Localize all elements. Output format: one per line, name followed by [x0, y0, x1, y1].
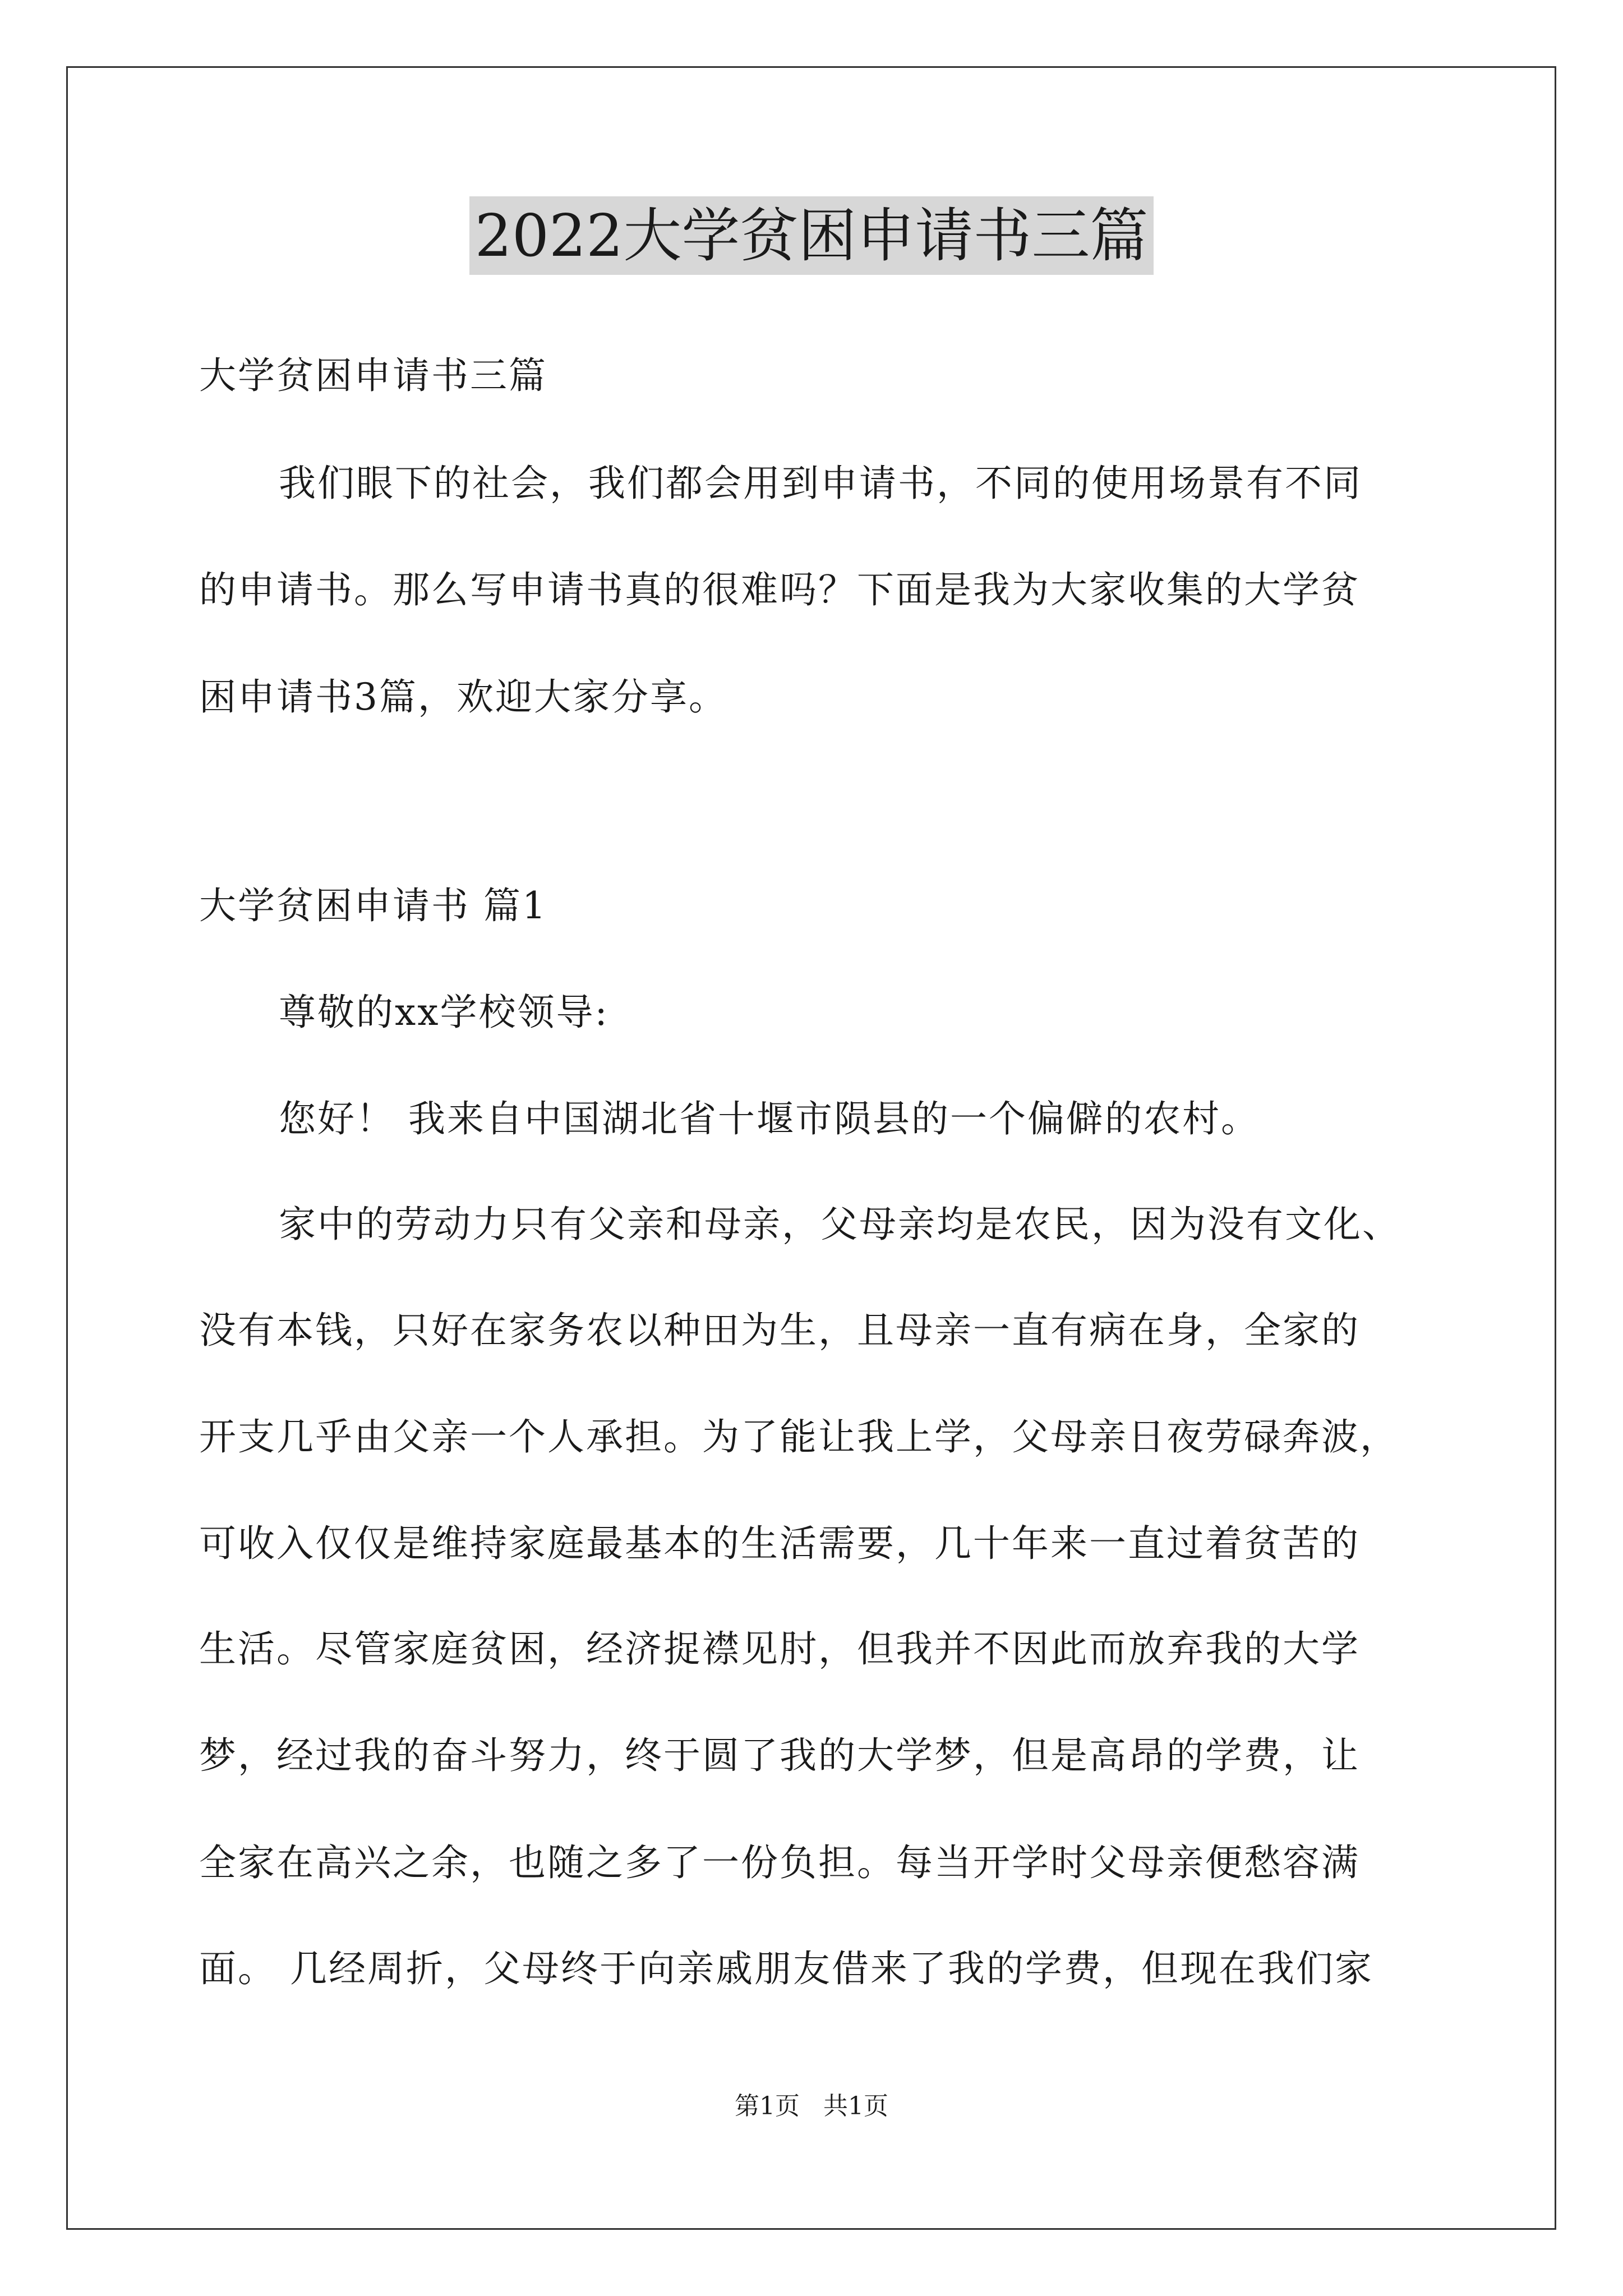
body-line-6[interactable]: 梦，经过我的奋斗努力，终于圆了我的大学梦，但是高昂的学费，让: [199, 1734, 1360, 1777]
document-title[interactable]: 2022大学贫困申请书三篇: [469, 196, 1154, 275]
body-line-2[interactable]: 没有本钱，只好在家务农以种田为生，且母亲一直有病在身，全家的: [199, 1309, 1360, 1352]
body-line-5[interactable]: 生活。尽管家庭贫困，经济捉襟见肘，但我并不因此而放弃我的大学: [199, 1627, 1360, 1671]
intro-line-2[interactable]: 的申请书。那么写申请书真的很难吗？下面是我为大家收集的大学贫: [199, 568, 1360, 611]
greeting-line[interactable]: 您好！ 我来自中国湖北省十堰市陨县的一个偏僻的农村。: [279, 1097, 1260, 1140]
body-line-8[interactable]: 面。 几经周折，父母终于向亲戚朋友借来了我的学费，但现在我们家: [199, 1947, 1373, 1990]
intro-line-3[interactable]: 困申请书3篇，欢迎大家分享。: [199, 675, 727, 719]
intro-line-1[interactable]: 我们眼下的社会，我们都会用到申请书，不同的使用场景有不同: [279, 462, 1362, 505]
body-line-4[interactable]: 可收入仅仅是维持家庭最基本的生活需要，几十年来一直过着贫苦的: [199, 1522, 1360, 1565]
title-container: [0, 196, 1623, 275]
section-heading[interactable]: 大学贫困申请书 篇1: [199, 884, 547, 927]
salutation[interactable]: 尊敬的xx学校领导:: [279, 991, 609, 1034]
document-subtitle[interactable]: 大学贫困申请书三篇: [199, 354, 547, 397]
body-line-7[interactable]: 全家在高兴之余，也随之多了一份负担。每当开学时父母亲便愁容满: [199, 1841, 1360, 1884]
page-number-footer: 第1页 共1页: [735, 2092, 888, 2120]
body-line-1[interactable]: 家中的劳动力只有父亲和母亲，父母亲均是农民，因为没有文化、: [279, 1203, 1401, 1246]
body-line-3[interactable]: 开支几乎由父亲一个人承担。为了能让我上学，父母亲日夜劳碌奔波，: [199, 1415, 1399, 1458]
